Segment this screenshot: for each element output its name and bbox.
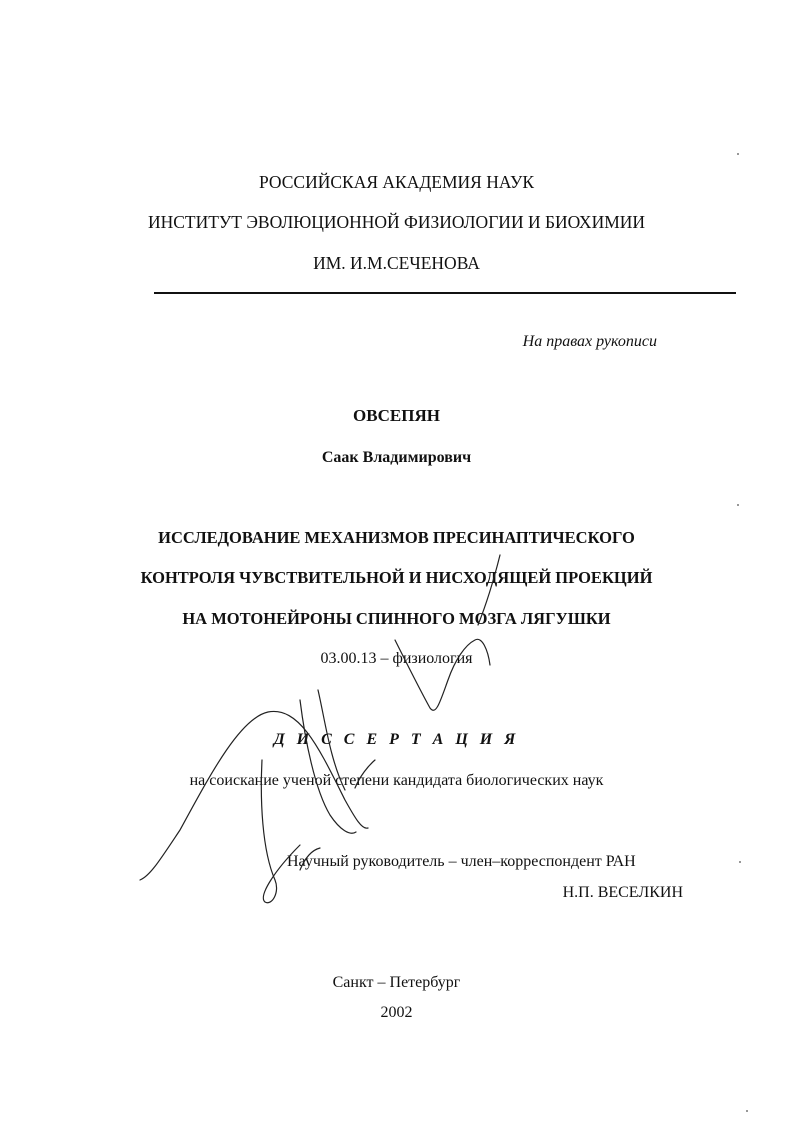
supervisor-name: Н.П. ВЕСЕЛКИН	[562, 884, 683, 901]
title-line-2: КОНТРОЛЯ ЧУВСТВИТЕЛЬНОЙ И НИСХОДЯЩЕЙ ПРОЕКЦИЙ	[140, 568, 653, 587]
title-line-3: НА МОТОНЕЙРОНЫ СПИННОГО МОЗГА ЛЯГУШКИ	[182, 609, 611, 628]
manuscript-note: На правах рукописи	[522, 333, 657, 350]
academy-name: РОССИЙСКАЯ АКАДЕМИЯ НАУК	[258, 172, 535, 192]
title-line-1: ИССЛЕДОВАНИЕ МЕХАНИЗМОВ ПРЕСИНАПТИЧЕСКОГО	[158, 528, 635, 547]
scan-speck	[737, 153, 739, 155]
institute-name: ИНСТИТУТ ЭВОЛЮЦИОННОЙ ФИЗИОЛОГИИ И БИОХИМИИ	[147, 212, 646, 232]
specialty: 03.00.13 – физиология	[320, 650, 473, 667]
supervisor-label: Научный руководитель – член–корреспондент РАН	[287, 853, 636, 870]
scan-speck	[737, 504, 739, 506]
city: Санкт – Петербург	[332, 974, 461, 991]
scan-speck	[739, 861, 741, 863]
year: 2002	[380, 1004, 413, 1021]
author-given-names: Саак Владимирович	[321, 449, 472, 466]
document-type: Д И С С Е Р Т А Ц И Я	[273, 731, 520, 748]
degree-sought: на соискание ученой степени кандидата биологических наук	[189, 772, 604, 789]
header-divider	[154, 292, 736, 294]
author-surname: ОВСЕПЯН	[353, 406, 440, 425]
scan-speck	[746, 1110, 748, 1112]
institute-named-after: ИМ. И.М.СЕЧЕНОВА	[313, 253, 480, 273]
